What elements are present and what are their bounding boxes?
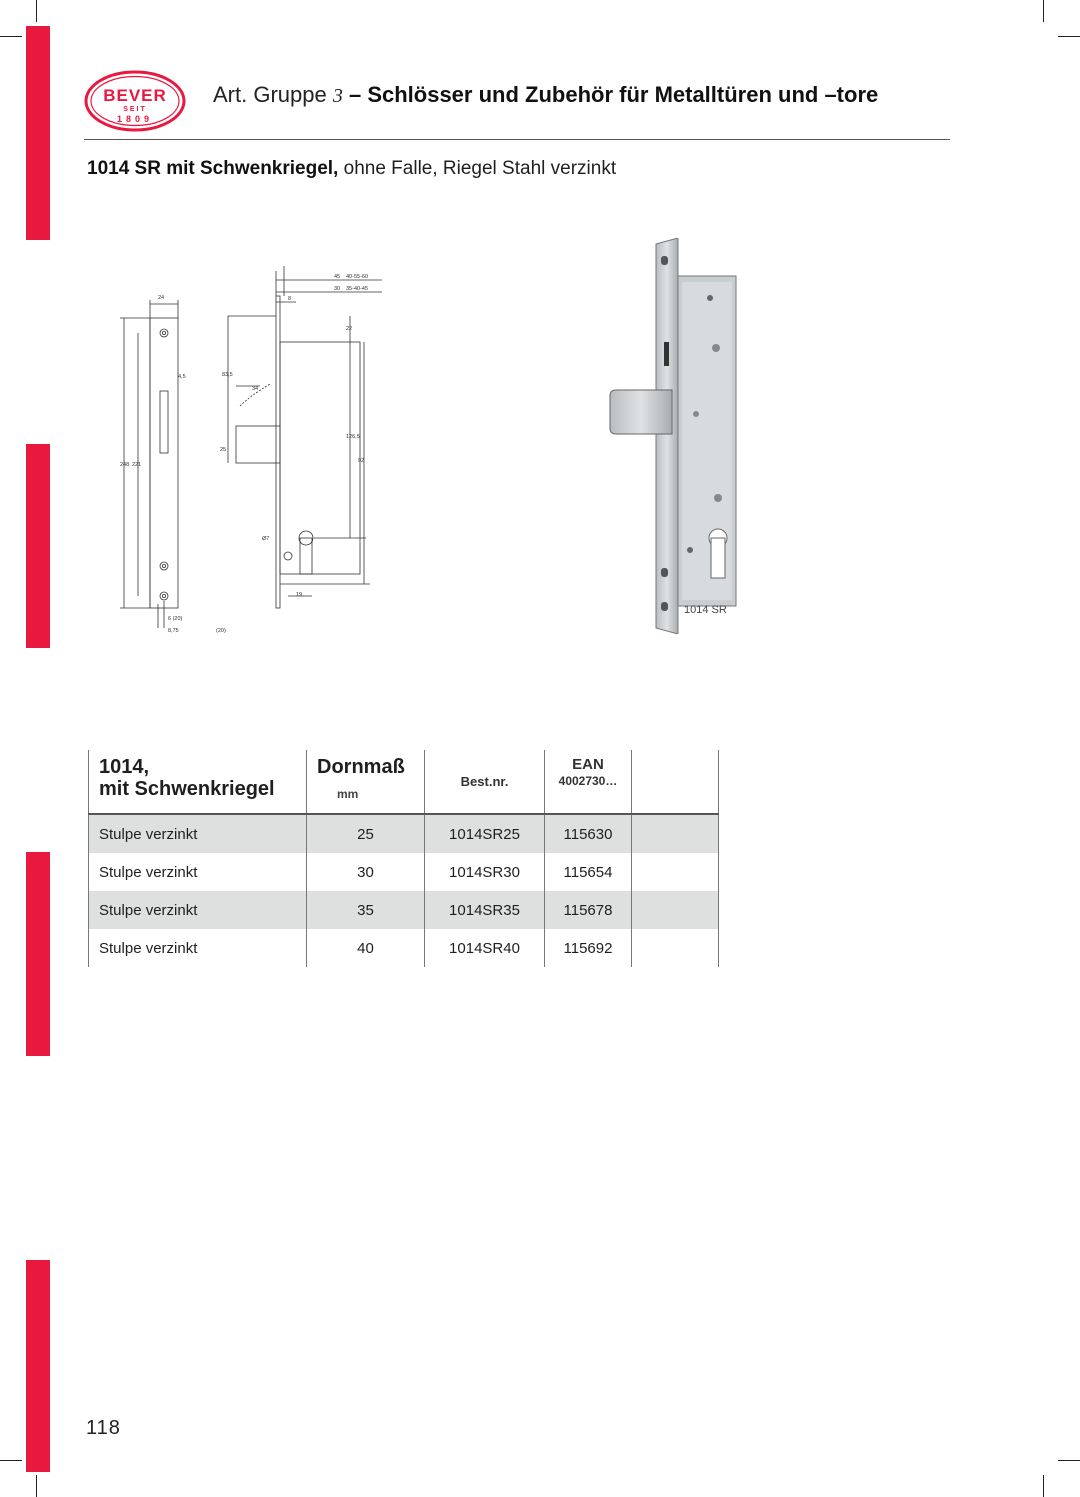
header-ean bbox=[545, 750, 632, 814]
logo-brand: BEVER bbox=[103, 86, 167, 105]
svg-text:24: 24 bbox=[158, 295, 165, 301]
row-ean: 115654 bbox=[545, 853, 632, 891]
row-dorn: 40 bbox=[307, 929, 425, 967]
header-product-line2: mit Schwenkriegel bbox=[99, 778, 275, 800]
crop-mark bbox=[0, 36, 22, 37]
svg-text:19: 19 bbox=[296, 592, 303, 598]
crop-mark bbox=[1043, 0, 1044, 22]
svg-text:4,5: 4,5 bbox=[178, 374, 186, 380]
logo-year: 1809 bbox=[116, 114, 154, 124]
row-empty bbox=[632, 814, 719, 853]
crop-mark bbox=[0, 1460, 22, 1461]
technical-drawing bbox=[110, 266, 410, 640]
table-row bbox=[89, 853, 719, 891]
row-bestnr: 1014SR40 bbox=[425, 929, 545, 967]
product-subtitle bbox=[87, 158, 616, 180]
svg-text:(20): (20) bbox=[216, 628, 226, 634]
svg-text:83,5: 83,5 bbox=[222, 372, 233, 378]
svg-text:22: 22 bbox=[346, 326, 353, 332]
row-desc: Stulpe verzinkt bbox=[89, 891, 307, 929]
table-row bbox=[89, 814, 719, 853]
table-header-row bbox=[89, 750, 719, 814]
header-title: – Schlösser und Zubehör für Metalltüren und –tore bbox=[348, 82, 879, 107]
header-ean-label: EAN bbox=[572, 756, 604, 773]
svg-text:221: 221 bbox=[132, 462, 142, 468]
svg-text:6 (20): 6 (20) bbox=[168, 616, 183, 622]
crop-mark bbox=[1058, 1460, 1080, 1461]
svg-text:30: 30 bbox=[334, 286, 341, 292]
crop-mark bbox=[1058, 36, 1080, 37]
row-empty bbox=[632, 929, 719, 967]
header-group-number: 3 bbox=[332, 85, 343, 107]
side-tab-1 bbox=[26, 26, 50, 240]
header-product bbox=[89, 750, 307, 814]
svg-text:45: 45 bbox=[334, 274, 341, 280]
side-tab-3 bbox=[26, 852, 50, 1056]
row-dorn: 30 bbox=[307, 853, 425, 891]
header-empty bbox=[632, 750, 719, 814]
header-rule bbox=[84, 139, 950, 140]
product-title: 1014 SR mit Schwenkriegel, bbox=[87, 158, 339, 179]
header-ean-prefix: 4002730… bbox=[558, 774, 618, 788]
header-product-line1: 1014, bbox=[99, 756, 150, 778]
row-dorn: 35 bbox=[307, 891, 425, 929]
svg-text:126,5: 126,5 bbox=[346, 434, 360, 440]
svg-text:25: 25 bbox=[220, 447, 227, 453]
svg-text:8: 8 bbox=[288, 296, 292, 302]
header-dornmass-unit: mm bbox=[337, 787, 359, 801]
header-dornmass-label: Dornmaß bbox=[317, 756, 405, 778]
svg-text:248: 248 bbox=[120, 462, 130, 468]
bever-logo bbox=[84, 70, 186, 132]
row-ean: 115630 bbox=[545, 814, 632, 853]
svg-text:34: 34 bbox=[252, 386, 259, 392]
row-ean: 115678 bbox=[545, 891, 632, 929]
side-tab-4 bbox=[26, 1260, 50, 1472]
photo-caption: 1014 SR bbox=[684, 604, 727, 616]
svg-text:8,75: 8,75 bbox=[168, 628, 179, 634]
crop-mark bbox=[36, 0, 37, 22]
product-table bbox=[88, 750, 719, 967]
header-dornmass bbox=[307, 750, 425, 814]
row-bestnr: 1014SR35 bbox=[425, 891, 545, 929]
side-tab-2 bbox=[26, 444, 50, 648]
row-empty bbox=[632, 891, 719, 929]
product-description: ohne Falle, Riegel Stahl verzinkt bbox=[338, 158, 617, 179]
svg-text:Ø7: Ø7 bbox=[262, 536, 270, 542]
logo-seit: SEIT bbox=[123, 106, 147, 113]
svg-text:40-55-60: 40-55-60 bbox=[346, 274, 369, 280]
row-desc: Stulpe verzinkt bbox=[89, 853, 307, 891]
svg-text:35-40-45: 35-40-45 bbox=[346, 286, 369, 292]
header-prefix: Art. Gruppe bbox=[213, 82, 327, 107]
row-dorn: 25 bbox=[307, 814, 425, 853]
row-ean: 115692 bbox=[545, 929, 632, 967]
lock-photo bbox=[600, 238, 750, 634]
row-bestnr: 1014SR30 bbox=[425, 853, 545, 891]
row-desc: Stulpe verzinkt bbox=[89, 929, 307, 967]
svg-text:92: 92 bbox=[358, 458, 365, 464]
table-row bbox=[89, 891, 719, 929]
table-row bbox=[89, 929, 719, 967]
row-bestnr: 1014SR25 bbox=[425, 814, 545, 853]
page-header bbox=[213, 82, 953, 108]
page-number: 118 bbox=[86, 1417, 121, 1439]
crop-mark bbox=[1043, 1475, 1044, 1497]
row-empty bbox=[632, 853, 719, 891]
row-desc: Stulpe verzinkt bbox=[89, 814, 307, 853]
header-bestnr: Best.nr. bbox=[425, 750, 545, 814]
crop-mark bbox=[36, 1475, 37, 1497]
